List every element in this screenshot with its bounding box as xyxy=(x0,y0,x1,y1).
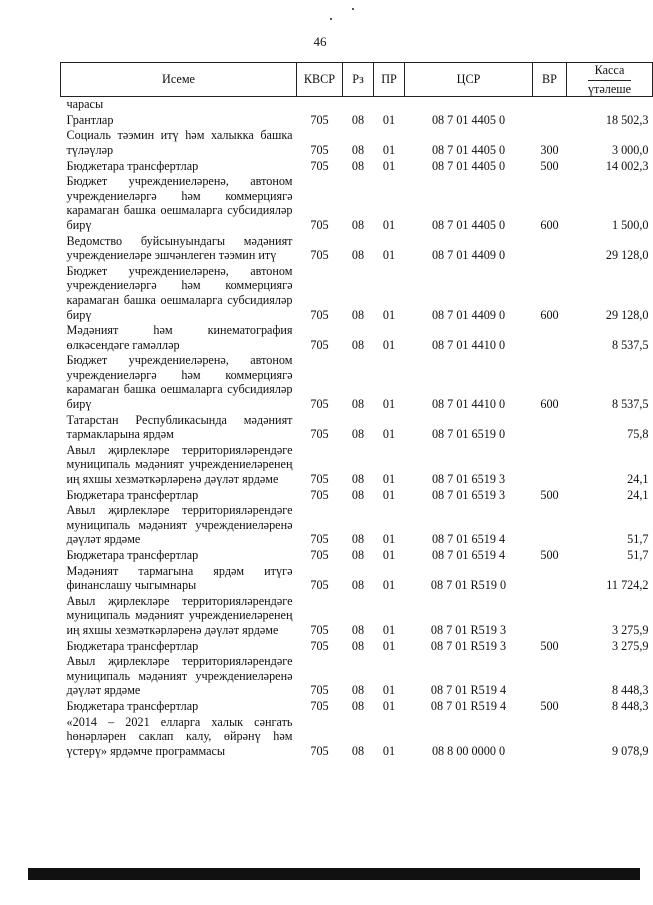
row-vr xyxy=(533,503,567,548)
table-row xyxy=(61,715,653,760)
scan-border-bar xyxy=(28,868,640,880)
table-header xyxy=(61,63,653,97)
row-rz: 08 xyxy=(351,217,365,232)
table-row xyxy=(61,128,653,158)
row-amount: 8 448,3 xyxy=(611,698,649,713)
table-row xyxy=(61,97,653,113)
row-csr: 08 7 01 4405 0 xyxy=(431,142,506,157)
row-amount: 3 275,9 xyxy=(611,622,649,637)
row-rz: 08 xyxy=(351,743,365,758)
row-pr: 01 xyxy=(382,638,396,653)
row-rz: 08 xyxy=(351,248,365,263)
row-vr: 600 xyxy=(540,307,559,322)
header-kassa-line1: Касса xyxy=(594,63,625,77)
row-rz xyxy=(343,97,374,113)
table-row xyxy=(61,113,653,129)
row-kvsr: 705 xyxy=(310,217,329,232)
scan-speck xyxy=(330,18,332,20)
table-row xyxy=(61,353,653,412)
budget-table xyxy=(60,62,653,759)
row-pr xyxy=(374,97,405,113)
row-vr xyxy=(533,715,567,760)
row-name: Мәдәният тармагына ярдәм итүгә финанслашу чыгымнары xyxy=(66,563,293,593)
row-name: чарасы xyxy=(66,97,104,112)
row-vr xyxy=(533,594,567,639)
row-vr xyxy=(533,323,567,353)
row-vr xyxy=(533,413,567,443)
row-vr: 500 xyxy=(540,638,559,653)
row-kvsr: 705 xyxy=(310,698,329,713)
table-row xyxy=(61,174,653,233)
header-kassa xyxy=(567,63,653,97)
row-rz: 08 xyxy=(351,638,365,653)
row-amount: 51,7 xyxy=(627,532,649,547)
header-name: Исеме xyxy=(61,63,297,97)
row-rz: 08 xyxy=(351,158,365,173)
row-rz: 08 xyxy=(351,548,365,562)
header-rz: Рз xyxy=(343,63,374,97)
row-name: Авыл җирлекләре территорияләрендәге муниципаль мәдәният учреждениеләренең иң яхшы хезмәткәрләренә дәүләт ярдәме xyxy=(66,442,293,487)
row-rz: 08 xyxy=(351,337,365,352)
row-name: «2014 – 2021 елларга халык сәнгать һөнәрләрен саклап калу, өйрәнү һәм үстерү» ярдәмче программасы xyxy=(66,714,293,758)
row-kvsr: 705 xyxy=(310,337,329,352)
row-csr: 08 7 01 6519 3 xyxy=(431,472,506,487)
row-name: Бюджетара трансфертлар xyxy=(66,548,199,562)
row-rz: 08 xyxy=(351,487,365,502)
table-body xyxy=(61,97,653,760)
row-kvsr: 705 xyxy=(310,638,329,653)
row-kvsr: 705 xyxy=(310,427,329,442)
row-vr xyxy=(533,654,567,699)
row-csr: 08 8 00 0000 0 xyxy=(431,743,506,758)
row-amount xyxy=(567,97,653,113)
row-rz: 08 xyxy=(351,472,365,487)
table-row xyxy=(61,639,653,655)
row-kvsr: 705 xyxy=(310,142,329,157)
row-csr: 08 7 01 4410 0 xyxy=(431,337,506,352)
row-amount: 29 128,0 xyxy=(605,248,649,263)
row-csr: 08 7 01 R519 4 xyxy=(430,683,507,698)
row-amount: 18 502,3 xyxy=(605,112,649,127)
row-pr: 01 xyxy=(382,158,396,173)
row-vr: 600 xyxy=(540,217,559,232)
row-name: Бюджет учреждениеләренә, автоном учреждениеләргә һәм коммерциягә карамаган башка оешмаларга субсидияләр бирү xyxy=(66,174,293,232)
row-csr: 08 7 01 R519 4 xyxy=(430,698,507,713)
header-kassa-line2: үтәлеше xyxy=(587,81,632,96)
row-pr: 01 xyxy=(382,743,396,758)
row-vr xyxy=(533,113,567,129)
table-row xyxy=(61,503,653,548)
row-kvsr: 705 xyxy=(310,112,329,127)
row-amount: 51,7 xyxy=(627,548,649,562)
row-csr: 08 7 01 4405 0 xyxy=(431,158,506,173)
row-vr: 500 xyxy=(540,548,559,562)
table-row xyxy=(61,488,653,504)
row-kvsr: 705 xyxy=(310,248,329,263)
table-row xyxy=(61,548,653,564)
row-amount: 8 537,5 xyxy=(611,337,649,352)
row-pr: 01 xyxy=(382,622,396,637)
row-kvsr: 705 xyxy=(310,578,329,593)
row-pr: 01 xyxy=(382,548,396,562)
row-name: Бюджетара трансфертлар xyxy=(66,487,199,502)
row-vr: 500 xyxy=(540,487,559,502)
row-pr: 01 xyxy=(382,578,396,593)
row-pr: 01 xyxy=(382,397,396,412)
row-name: Мәдәният һәм кинематография өлкәсендәге гамәлләр xyxy=(66,323,293,352)
row-vr: 500 xyxy=(540,698,559,713)
row-kvsr: 705 xyxy=(310,307,329,322)
row-rz: 08 xyxy=(351,397,365,412)
row-kvsr: 705 xyxy=(310,472,329,487)
row-name: Ведомство буйсынуындагы мәдәният учреждениеләре эшчәнлеген тәэмин итү xyxy=(66,233,293,263)
row-vr xyxy=(533,564,567,594)
row-amount: 3 000,0 xyxy=(611,142,649,157)
table-row xyxy=(61,234,653,264)
row-name: Бюджет учреждениеләренә, автоном учреждениеләргә һәм коммерциягә карамаган башка оешмаларга субсидияләр бирү xyxy=(66,353,293,412)
row-csr: 08 7 01 4405 0 xyxy=(431,217,506,232)
row-kvsr: 705 xyxy=(310,622,329,637)
row-name: Татарстан Республикасында мәдәният тармакларына ярдәм xyxy=(66,412,293,442)
row-vr: 300 xyxy=(540,142,559,157)
row-pr: 01 xyxy=(382,532,396,547)
table-row xyxy=(61,564,653,594)
row-pr: 01 xyxy=(382,337,396,352)
row-vr xyxy=(533,443,567,488)
page-number: 46 xyxy=(313,34,327,49)
row-csr: 08 7 01 6519 4 xyxy=(431,532,506,547)
row-name: Грантлар xyxy=(66,112,114,127)
row-csr: 08 7 01 R519 3 xyxy=(430,638,507,653)
row-amount: 11 724,2 xyxy=(606,578,649,593)
row-name: Бюджетара трансфертлар xyxy=(66,638,199,653)
row-kvsr xyxy=(297,97,343,113)
row-rz: 08 xyxy=(351,578,365,593)
row-pr: 01 xyxy=(382,472,396,487)
row-amount: 8 448,3 xyxy=(611,683,649,698)
row-kvsr: 705 xyxy=(310,548,329,562)
row-amount: 24,1 xyxy=(627,472,649,487)
row-pr: 01 xyxy=(382,427,396,442)
table-row xyxy=(61,654,653,699)
row-kvsr: 705 xyxy=(310,743,329,758)
row-name: Бюджетара трансфертлар xyxy=(66,698,199,713)
row-rz: 08 xyxy=(351,698,365,713)
row-kvsr: 705 xyxy=(310,158,329,173)
row-csr: 08 7 01 R519 0 xyxy=(430,578,507,593)
row-name: Авыл җирлекләре территорияләрендәге муниципаль мәдәният учреждениеләренең иң яхшы хезмәткәрләренә дәүләт ярдәме xyxy=(66,593,293,637)
row-amount: 9 078,9 xyxy=(611,743,649,758)
row-pr: 01 xyxy=(382,248,396,263)
row-csr xyxy=(405,97,533,113)
row-csr: 08 7 01 4405 0 xyxy=(431,112,506,127)
row-vr xyxy=(533,97,567,113)
row-pr: 01 xyxy=(382,683,396,698)
row-rz: 08 xyxy=(351,307,365,322)
scan-speck xyxy=(352,8,354,10)
row-pr: 01 xyxy=(382,112,396,127)
row-csr: 08 7 01 4409 0 xyxy=(431,248,506,263)
row-kvsr: 705 xyxy=(310,397,329,412)
row-pr: 01 xyxy=(382,307,396,322)
row-pr: 01 xyxy=(382,698,396,713)
table-row xyxy=(61,264,653,323)
header-csr: ЦСР xyxy=(405,63,533,97)
row-csr: 08 7 01 6519 4 xyxy=(431,548,506,562)
row-csr: 08 7 01 4409 0 xyxy=(431,307,506,322)
row-amount: 14 002,3 xyxy=(605,158,649,173)
header-pr: ПР xyxy=(374,63,405,97)
row-name: Социаль тәэмин итү һәм халыкка башка түләүләр xyxy=(66,128,293,157)
row-pr: 01 xyxy=(382,487,396,502)
row-vr xyxy=(533,234,567,264)
row-rz: 08 xyxy=(351,532,365,547)
table-row xyxy=(61,159,653,175)
row-kvsr: 705 xyxy=(310,532,329,547)
row-name: Бюджетара трансфертлар xyxy=(66,158,199,173)
table-row xyxy=(61,594,653,639)
table-row xyxy=(61,699,653,715)
table-row xyxy=(61,413,653,443)
row-pr: 01 xyxy=(382,217,396,232)
row-name: Бюджет учреждениеләренә, автоном учреждениеләргә һәм коммерциягә карамаган башка оешмаларга субсидияләр бирү xyxy=(66,263,293,322)
row-name: Авыл җирлекләре территорияләрендәге муниципаль мәдәният учреждениеләренә дәүләт ярдәме xyxy=(66,503,293,547)
row-rz: 08 xyxy=(351,112,365,127)
row-kvsr: 705 xyxy=(310,487,329,502)
row-amount: 8 537,5 xyxy=(611,397,649,412)
row-csr: 08 7 01 6519 0 xyxy=(431,427,506,442)
row-amount: 24,1 xyxy=(627,487,649,502)
row-rz: 08 xyxy=(351,683,365,698)
row-vr: 600 xyxy=(540,397,559,412)
row-rz: 08 xyxy=(351,622,365,637)
row-rz: 08 xyxy=(351,142,365,157)
row-csr: 08 7 01 4410 0 xyxy=(431,397,506,412)
row-amount: 3 275,9 xyxy=(611,638,649,653)
header-vr: ВР xyxy=(533,63,567,97)
table-row xyxy=(61,323,653,353)
row-csr: 08 7 01 6519 3 xyxy=(431,487,506,502)
row-pr: 01 xyxy=(382,142,396,157)
header-kvsr: КВСР xyxy=(297,63,343,97)
row-csr: 08 7 01 R519 3 xyxy=(430,622,507,637)
table-row xyxy=(61,443,653,488)
row-rz: 08 xyxy=(351,427,365,442)
row-amount: 1 500,0 xyxy=(611,217,649,232)
row-name: Авыл җирлекләре территорияләрендәге муниципаль мәдәният учреждениеләренә дәүләт ярдәме xyxy=(66,654,293,698)
row-vr: 500 xyxy=(540,158,559,173)
row-amount: 75,8 xyxy=(627,427,649,442)
row-kvsr: 705 xyxy=(310,683,329,698)
row-amount: 29 128,0 xyxy=(605,307,649,322)
